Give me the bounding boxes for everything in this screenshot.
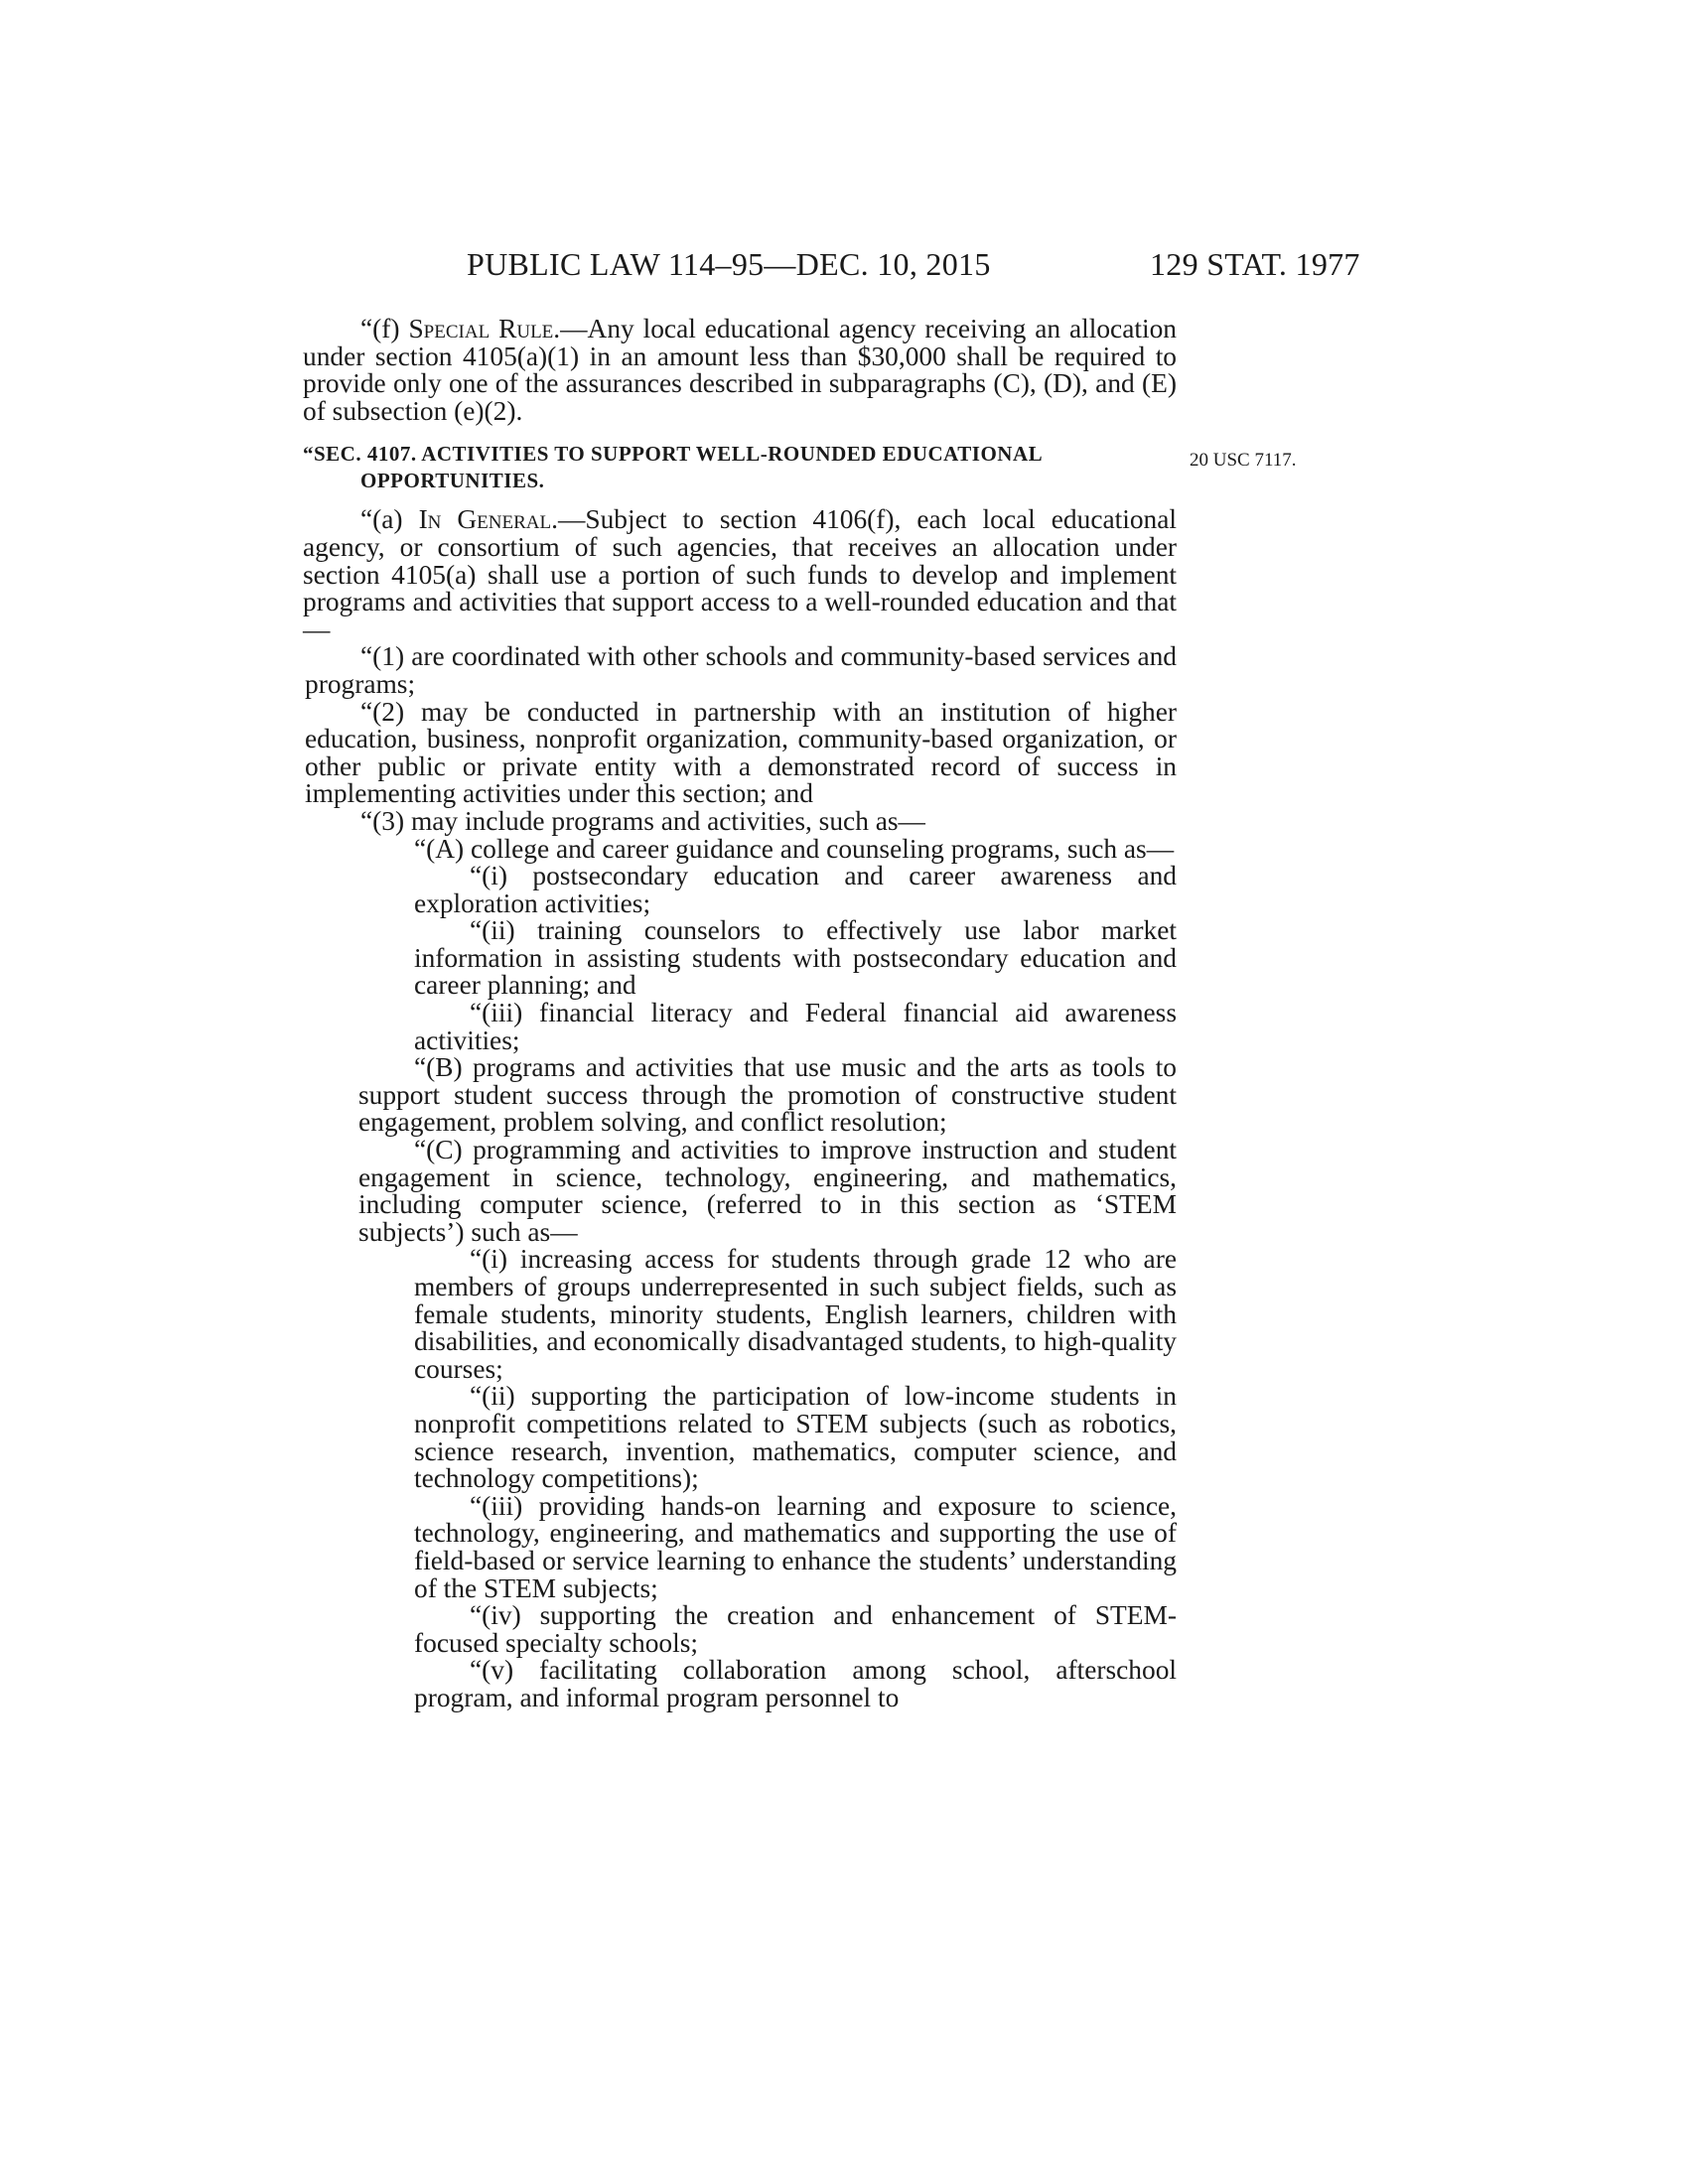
- clause-c-ii: “(ii) supporting the participation of low-income students in nonprofit competitions related to STEM subjects (such as robotics, science research, invention, mathematics, computer science, and technology competitions);: [414, 1381, 1177, 1494]
- subparagraph-a: “(A) college and career guidance and counseling programs, such as—: [414, 833, 1175, 864]
- subparagraph-c: “(C) programming and activities to improve instruction and student engagement in science, technology, engineering, and mathematics, including computer science, (referred to in this section as ‘STEM subjects’) such as—: [358, 1135, 1177, 1247]
- clause-c-v: “(v) facilitating collaboration among school, afterschool program, and informal program personnel to: [414, 1655, 1177, 1712]
- subsection-f: [303, 316, 1177, 425]
- running-header: [0, 246, 1688, 286]
- subparagraph-b: “(B) programs and activities that use music and the arts as tools to support student success through the promotion of constructive student engagement, problem solving, and conflict resolution;: [358, 1052, 1177, 1138]
- section-heading: [303, 441, 1177, 494]
- section-heading-line2: OPPORTUNITIES.: [360, 469, 545, 493]
- paragraph-3: “(3) may include programs and activities, such as—: [360, 805, 925, 836]
- margin-note-usc: 20 USC 7117.: [1190, 450, 1297, 471]
- subsection-f-lead: “(f): [360, 314, 409, 343]
- subsection-a-lead: “(a): [360, 504, 419, 535]
- page-header-title: PUBLIC LAW 114–95—DEC. 10, 2015: [467, 246, 991, 282]
- subsection-a: [303, 506, 1177, 643]
- statute-text: [303, 316, 1177, 1712]
- subsection-f-heading: Special Rule: [408, 314, 554, 343]
- clause-c-iv: “(iv) supporting the creation and enhancement of STEM-focused specialty schools;: [414, 1600, 1177, 1658]
- clause-c-i: “(i) increasing access for students through grade 12 who are members of groups underrepresented in such subject fields, such as female students, minority students, English learners, children with disabilities, and economically disadvantaged students, to high-quality courses;: [414, 1244, 1177, 1384]
- page-header-stat: 129 STAT. 1977: [1150, 246, 1360, 282]
- subsection-f-text: .—Any local educational agency receiving an allocation under section 4105(a)(1) in an amount less than $30,000 shall be required to provide only one of the assurances described in subparagraphs (C), (D), and (E) of subsection (e)(2).: [303, 314, 1177, 426]
- paragraph-1: “(1) are coordinated with other schools and community-based services and programs;: [305, 641, 1177, 699]
- clause-c-iii: “(iii) providing hands-on learning and exposure to science, technology, engineering, and mathematics and supporting the use of field-based or service learning to enhance the students’ understanding of the STEM subjects;: [414, 1490, 1177, 1603]
- clause-a-ii: “(ii) training counselors to effectively use labor market information in assisting students with postsecondary education and career planning; and: [414, 915, 1177, 1001]
- clause-a-iii: “(iii) financial literacy and Federal financial aid awareness activities;: [414, 998, 1177, 1055]
- section-heading-line1: “SEC. 4107. ACTIVITIES TO SUPPORT WELL-ROUNDED EDUCATIONAL: [303, 442, 1044, 467]
- subsection-a-heading: In General: [418, 504, 552, 535]
- subsection-a-text: .—Subject to section 4106(f), each local educational agency, or consortium of such agencies, that receives an allocation under section 4105(a) shall use a portion of such funds to develop and implement programs and activities that support access to a well-rounded education and that—: [303, 504, 1178, 644]
- clause-a-i: “(i) postsecondary education and career awareness and exploration activities;: [414, 861, 1177, 918]
- paragraph-2: “(2) may be conducted in partnership with an institution of higher education, business, nonprofit organization, community-based organization, or other public or private entity with a demonstrated record of success in implementing activities under this section; and: [305, 696, 1177, 809]
